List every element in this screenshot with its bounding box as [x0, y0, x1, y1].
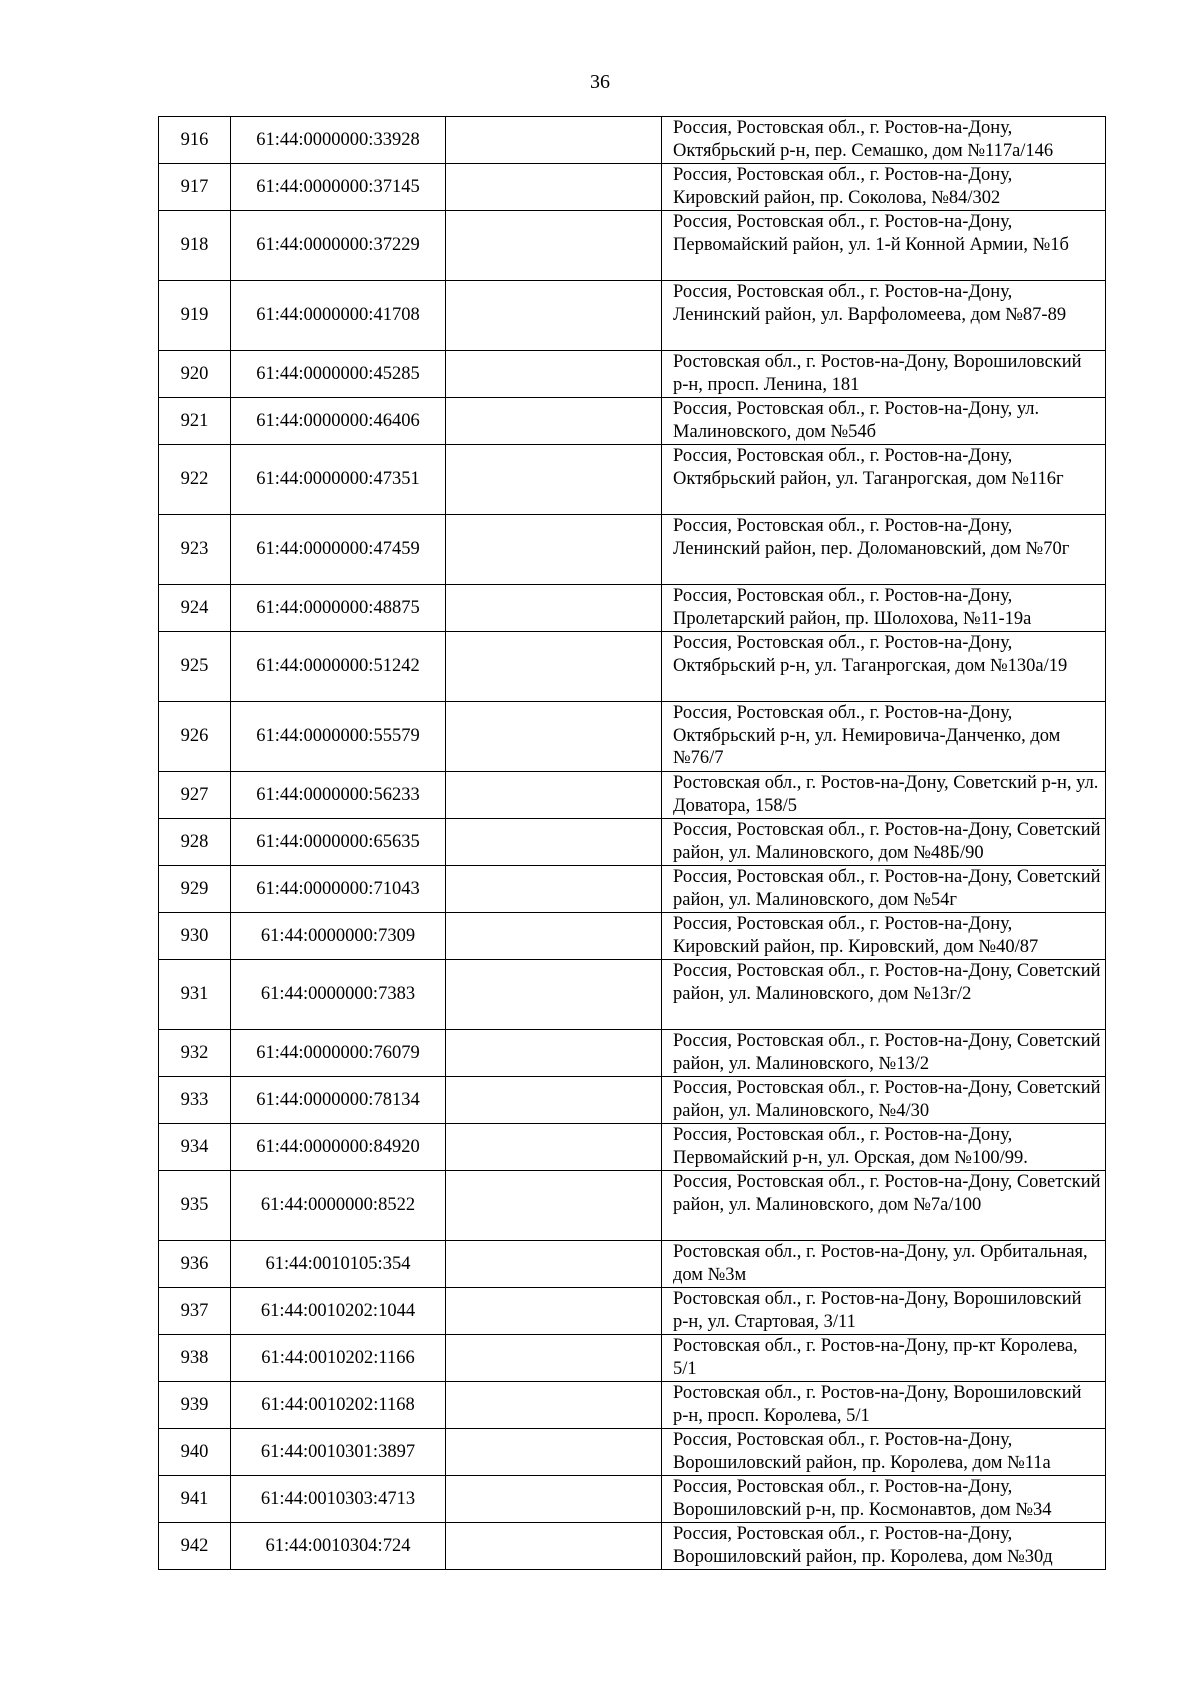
address-cell	[662, 1523, 1106, 1570]
cadastral-number: 61:44:0000000:48875	[231, 585, 446, 632]
table-row	[159, 772, 1106, 819]
cadastral-number: 61:44:0000000:41708	[231, 281, 446, 351]
table-row	[159, 351, 1106, 398]
row-number: 924	[159, 585, 231, 632]
row-number: 916	[159, 117, 231, 164]
address-text: Россия, Ростовская обл., г. Ростов-на-Дону, Октябрьский р-н, ул. Немировича-Данченко, дом №76/7	[673, 703, 1061, 768]
table-row	[159, 445, 1106, 515]
row-number: 939	[159, 1382, 231, 1429]
table-row	[159, 211, 1106, 281]
address-cell	[662, 819, 1106, 866]
row-number: 942	[159, 1523, 231, 1570]
address-text: Россия, Ростовская обл., г. Ростов-на-Дону, Ворошиловский район, пр. Королева, дом №30д	[673, 1524, 1053, 1567]
address-cell	[662, 1171, 1106, 1241]
address-text: Ростовская обл., г. Ростов-на-Дону, Ворошиловский р-н, просп. Королева, 5/1	[673, 1383, 1082, 1426]
address-cell	[662, 960, 1106, 1030]
table-row	[159, 585, 1106, 632]
address-cell	[662, 445, 1106, 515]
address-text: Ростовская обл., г. Ростов-на-Дону, ул. Орбитальная, дом №3м	[673, 1242, 1088, 1285]
address-text: Ростовская обл., г. Ростов-на-Дону, Советский р-н, ул. Доватора, 158/5	[673, 773, 1099, 816]
address-text: Россия, Ростовская обл., г. Ростов-на-Дону, Пролетарский район, пр. Шолохова, №11-19а	[673, 586, 1032, 629]
row-number: 927	[159, 772, 231, 819]
address-cell	[662, 117, 1106, 164]
address-cell	[662, 211, 1106, 281]
address-cell	[662, 281, 1106, 351]
cadastral-number: 61:44:0000000:45285	[231, 351, 446, 398]
address-text: Россия, Ростовская обл., г. Ростов-на-Дону, Ленинский район, пер. Доломановский, дом №70г	[673, 516, 1070, 559]
address-cell	[662, 164, 1106, 211]
table-row	[159, 164, 1106, 211]
empty-cell	[446, 1288, 662, 1335]
address-text: Россия, Ростовская обл., г. Ростов-на-Дону, Кировский район, пр. Соколова, №84/302	[673, 165, 1013, 208]
address-text: Россия, Ростовская обл., г. Ростов-на-Дону, Кировский район, пр. Кировский, дом №40/87	[673, 914, 1039, 957]
row-number: 926	[159, 702, 231, 772]
empty-cell	[446, 702, 662, 772]
address-cell	[662, 1124, 1106, 1171]
empty-cell	[446, 1429, 662, 1476]
empty-cell	[446, 281, 662, 351]
table-row	[159, 1523, 1106, 1570]
empty-cell	[446, 913, 662, 960]
address-cell	[662, 585, 1106, 632]
empty-cell	[446, 211, 662, 281]
row-number: 941	[159, 1476, 231, 1523]
address-cell	[662, 772, 1106, 819]
table-row	[159, 281, 1106, 351]
address-text: Россия, Ростовская обл., г. Ростов-на-Дону, Советский район, ул. Малиновского, дом №13г/2	[673, 961, 1101, 1004]
table-row	[159, 960, 1106, 1030]
address-text: Россия, Ростовская обл., г. Ростов-на-Дону, Октябрьский р-н, пер. Семашко, дом №117а/146	[673, 118, 1054, 161]
table-row	[159, 1429, 1106, 1476]
row-number: 937	[159, 1288, 231, 1335]
empty-cell	[446, 351, 662, 398]
cadastral-number: 61:44:0010202:1166	[231, 1335, 446, 1382]
empty-cell	[446, 1171, 662, 1241]
address-text: Россия, Ростовская обл., г. Ростов-на-Дону, Советский район, ул. Малиновского, дом №48Б/90	[673, 820, 1101, 863]
address-cell	[662, 515, 1106, 585]
address-cell	[662, 913, 1106, 960]
cadastral-number: 61:44:0010304:724	[231, 1523, 446, 1570]
registry-table	[158, 116, 1106, 1570]
row-number: 938	[159, 1335, 231, 1382]
empty-cell	[446, 1476, 662, 1523]
address-text: Россия, Ростовская обл., г. Ростов-на-Дону, Ленинский район, ул. Варфоломеева, дом №87-89	[673, 282, 1067, 325]
cadastral-number: 61:44:0000000:51242	[231, 632, 446, 702]
row-number: 919	[159, 281, 231, 351]
cadastral-number: 61:44:0010303:4713	[231, 1476, 446, 1523]
address-cell	[662, 1077, 1106, 1124]
cadastral-number: 61:44:0000000:65635	[231, 819, 446, 866]
table-row	[159, 913, 1106, 960]
row-number: 918	[159, 211, 231, 281]
row-number: 928	[159, 819, 231, 866]
row-number: 932	[159, 1030, 231, 1077]
empty-cell	[446, 445, 662, 515]
table-row	[159, 632, 1106, 702]
empty-cell	[446, 164, 662, 211]
cadastral-number: 61:44:0000000:76079	[231, 1030, 446, 1077]
address-text: Россия, Ростовская обл., г. Ростов-на-Дону, Октябрьский район, ул. Таганрогская, дом №116г	[673, 446, 1064, 489]
row-number: 934	[159, 1124, 231, 1171]
address-text: Россия, Ростовская обл., г. Ростов-на-Дону, Советский район, ул. Малиновского, дом №54г	[673, 867, 1101, 910]
cadastral-number: 61:44:0000000:37145	[231, 164, 446, 211]
row-number: 921	[159, 398, 231, 445]
address-text: Россия, Ростовская обл., г. Ростов-на-Дону, Советский район, ул. Малиновского, дом №7а/100	[673, 1172, 1101, 1215]
address-cell	[662, 866, 1106, 913]
cadastral-number: 61:44:0000000:37229	[231, 211, 446, 281]
address-text: Ростовская обл., г. Ростов-на-Дону, Ворошиловский р-н, просп. Ленина, 181	[673, 352, 1082, 395]
address-text: Россия, Ростовская обл., г. Ростов-на-Дону, Советский район, ул. Малиновского, №13/2	[673, 1031, 1101, 1074]
row-number: 923	[159, 515, 231, 585]
empty-cell	[446, 772, 662, 819]
empty-cell	[446, 398, 662, 445]
cadastral-number: 61:44:0010301:3897	[231, 1429, 446, 1476]
table-row	[159, 1171, 1106, 1241]
row-number: 929	[159, 866, 231, 913]
empty-cell	[446, 117, 662, 164]
empty-cell	[446, 1382, 662, 1429]
table-row	[159, 866, 1106, 913]
address-cell	[662, 1288, 1106, 1335]
cadastral-number: 61:44:0000000:7309	[231, 913, 446, 960]
address-text: Ростовская обл., г. Ростов-на-Дону, Ворошиловский р-н, ул. Стартовая, 3/11	[673, 1289, 1082, 1332]
cadastral-number: 61:44:0000000:71043	[231, 866, 446, 913]
table-row	[159, 1288, 1106, 1335]
address-text: Россия, Ростовская обл., г. Ростов-на-Дону, Первомайский р-н, ул. Орская, дом №100/99.	[673, 1125, 1028, 1168]
table-row	[159, 117, 1106, 164]
table-row	[159, 1241, 1106, 1288]
address-text: Россия, Ростовская обл., г. Ростов-на-Дону, Первомайский район, ул. 1-й Конной Армии, №1б	[673, 212, 1069, 255]
empty-cell	[446, 960, 662, 1030]
address-cell	[662, 351, 1106, 398]
empty-cell	[446, 515, 662, 585]
address-cell	[662, 1382, 1106, 1429]
cadastral-number: 61:44:0000000:55579	[231, 702, 446, 772]
table-row	[159, 1335, 1106, 1382]
address-cell	[662, 398, 1106, 445]
address-text: Ростовская обл., г. Ростов-на-Дону, пр-кт Королева, 5/1	[673, 1336, 1078, 1379]
address-cell	[662, 632, 1106, 702]
cadastral-number: 61:44:0010202:1168	[231, 1382, 446, 1429]
row-number: 936	[159, 1241, 231, 1288]
address-cell	[662, 702, 1106, 772]
cadastral-number: 61:44:0000000:33928	[231, 117, 446, 164]
table-row	[159, 515, 1106, 585]
table-row	[159, 702, 1106, 772]
table-row	[159, 1077, 1106, 1124]
empty-cell	[446, 1124, 662, 1171]
cadastral-number: 61:44:0010202:1044	[231, 1288, 446, 1335]
page-number: 36	[590, 71, 610, 93]
cadastral-number: 61:44:0000000:8522	[231, 1171, 446, 1241]
empty-cell	[446, 1335, 662, 1382]
cadastral-number: 61:44:0000000:46406	[231, 398, 446, 445]
table-row	[159, 1382, 1106, 1429]
address-cell	[662, 1241, 1106, 1288]
cadastral-number: 61:44:0000000:47351	[231, 445, 446, 515]
address-cell	[662, 1030, 1106, 1077]
cadastral-number: 61:44:0000000:56233	[231, 772, 446, 819]
address-text: Россия, Ростовская обл., г. Ростов-на-Дону, Октябрьский р-н, ул. Таганрогская, дом №130а/19	[673, 633, 1068, 676]
cadastral-number: 61:44:0010105:354	[231, 1241, 446, 1288]
cadastral-number: 61:44:0000000:7383	[231, 960, 446, 1030]
empty-cell	[446, 1523, 662, 1570]
address-text: Россия, Ростовская обл., г. Ростов-на-Дону, Ворошиловский район, пр. Королева, дом №11а	[673, 1430, 1051, 1473]
empty-cell	[446, 632, 662, 702]
row-number: 917	[159, 164, 231, 211]
address-cell	[662, 1476, 1106, 1523]
row-number: 935	[159, 1171, 231, 1241]
row-number: 940	[159, 1429, 231, 1476]
row-number: 933	[159, 1077, 231, 1124]
row-number: 920	[159, 351, 231, 398]
row-number: 930	[159, 913, 231, 960]
cadastral-number: 61:44:0000000:84920	[231, 1124, 446, 1171]
address-cell	[662, 1335, 1106, 1382]
table-row	[159, 1124, 1106, 1171]
empty-cell	[446, 585, 662, 632]
empty-cell	[446, 1030, 662, 1077]
table-row	[159, 1476, 1106, 1523]
row-number: 925	[159, 632, 231, 702]
table-row	[159, 1030, 1106, 1077]
empty-cell	[446, 819, 662, 866]
cadastral-number: 61:44:0000000:78134	[231, 1077, 446, 1124]
empty-cell	[446, 1077, 662, 1124]
empty-cell	[446, 866, 662, 913]
address-text: Россия, Ростовская обл., г. Ростов-на-Дону, Советский район, ул. Малиновского, №4/30	[673, 1078, 1101, 1121]
table-row	[159, 398, 1106, 445]
address-text: Россия, Ростовская обл., г. Ростов-на-Дону, Ворошиловский р-н, пр. Космонавтов, дом №34	[673, 1477, 1052, 1520]
address-text: Россия, Ростовская обл., г. Ростов-на-Дону, ул. Малиновского, дом №54б	[673, 399, 1040, 442]
table-row	[159, 819, 1106, 866]
cadastral-number: 61:44:0000000:47459	[231, 515, 446, 585]
address-cell	[662, 1429, 1106, 1476]
row-number: 931	[159, 960, 231, 1030]
row-number: 922	[159, 445, 231, 515]
empty-cell	[446, 1241, 662, 1288]
